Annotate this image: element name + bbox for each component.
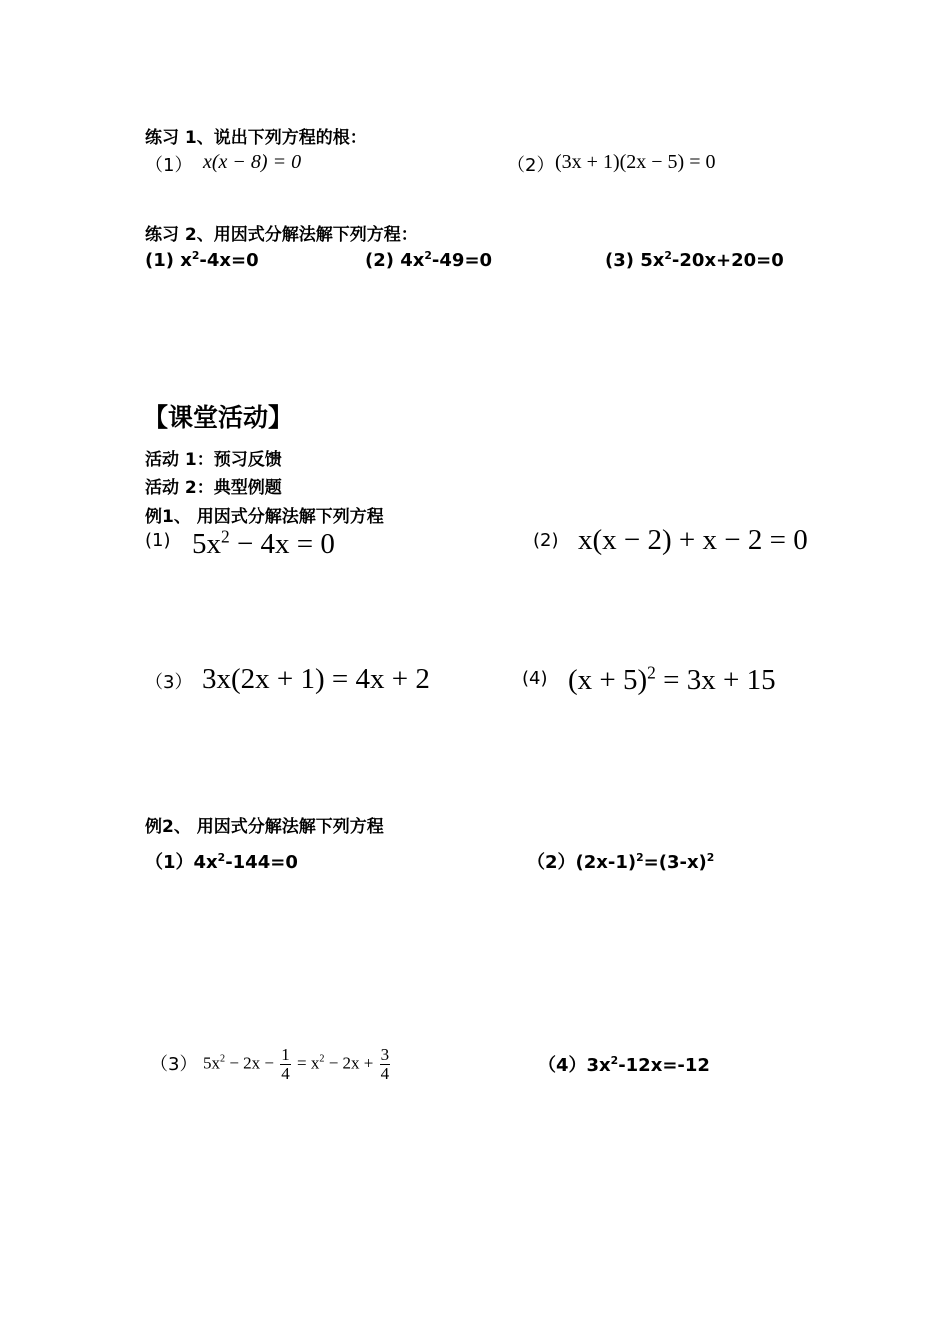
example-1-item-4-equation: $(x + 5)^2 = 3x + 15$ [568, 662, 776, 696]
activity-1: 活动 1：预习反馈 [145, 450, 282, 470]
example-1-item-2-equation: x(x − 2) + x − 2 = 0 [578, 524, 808, 556]
item-label: (3) [605, 250, 634, 271]
practice-1-item-1-label: （1） [145, 155, 193, 176]
item-label: （2） [527, 852, 576, 873]
practice-1-item-2-equation: (3x + 1)(2x − 5) = 0 [555, 151, 716, 173]
example-1-item-1-equation: $5x^2 - 4x = 0$ [192, 526, 335, 560]
item-label: （4） [538, 1055, 587, 1076]
practice-1-item-2-label: （2） [507, 155, 555, 176]
equation: $4x^2-144=0$ [193, 851, 298, 873]
example-2-title: 例2、 用因式分解法解下列方程 [145, 817, 384, 837]
activity-2: 活动 2：典型例题 [145, 478, 282, 498]
practice-2-item-3 [605, 250, 784, 271]
example-2-item-3-label: （3） [150, 1054, 198, 1075]
practice-1-item-1-equation: x(x − 8) = 0 [203, 151, 302, 173]
example-1-item-1-label: (1) [145, 530, 171, 551]
equation: $4x^2-49=0$ [400, 249, 493, 271]
section-title: 【课堂活动】 [143, 403, 294, 432]
practice-1-title: 练习 1、说出下列方程的根： [145, 128, 367, 148]
fraction-three-quarters: $\frac{3}{4}$ [380, 1045, 390, 1083]
example-2-item-2 [527, 848, 714, 874]
equation: $3x^2-12x=-12$ [586, 1054, 710, 1076]
example-2-item-1 [145, 848, 298, 874]
example-1-title: 例1、 用因式分解法解下列方程 [145, 507, 384, 527]
example-1-item-3-label: （3） [145, 672, 193, 693]
example-1-item-3-equation: 3x(2x + 1) = 4x + 2 [202, 663, 430, 695]
item-label: (1) [145, 250, 174, 271]
item-label: (2) [365, 250, 394, 271]
example-2-item-3-equation: $5x^2 - 2x$ − $\frac{1}{4}$ = $x^2 - 2x$ + $\frac{3}{4}$ [203, 1045, 390, 1083]
example-1-item-4-label: (4) [522, 668, 548, 689]
practice-2-item-1 [145, 250, 259, 271]
example-1-item-2-label: (2) [533, 530, 559, 551]
equation: $5x^2-20x+20=0$ [640, 249, 784, 271]
example-2-item-4 [538, 1051, 710, 1077]
fraction-one-quarter: $\frac{1}{4}$ [281, 1045, 290, 1083]
equation: $(2x-1)^2=(3-x)^2$ [575, 851, 715, 873]
practice-2-title: 练习 2、用因式分解法解下列方程： [145, 225, 418, 245]
item-label: （1） [145, 852, 194, 873]
practice-2-item-2 [365, 250, 492, 271]
equation: $x^2-4x=0$ [180, 249, 259, 271]
